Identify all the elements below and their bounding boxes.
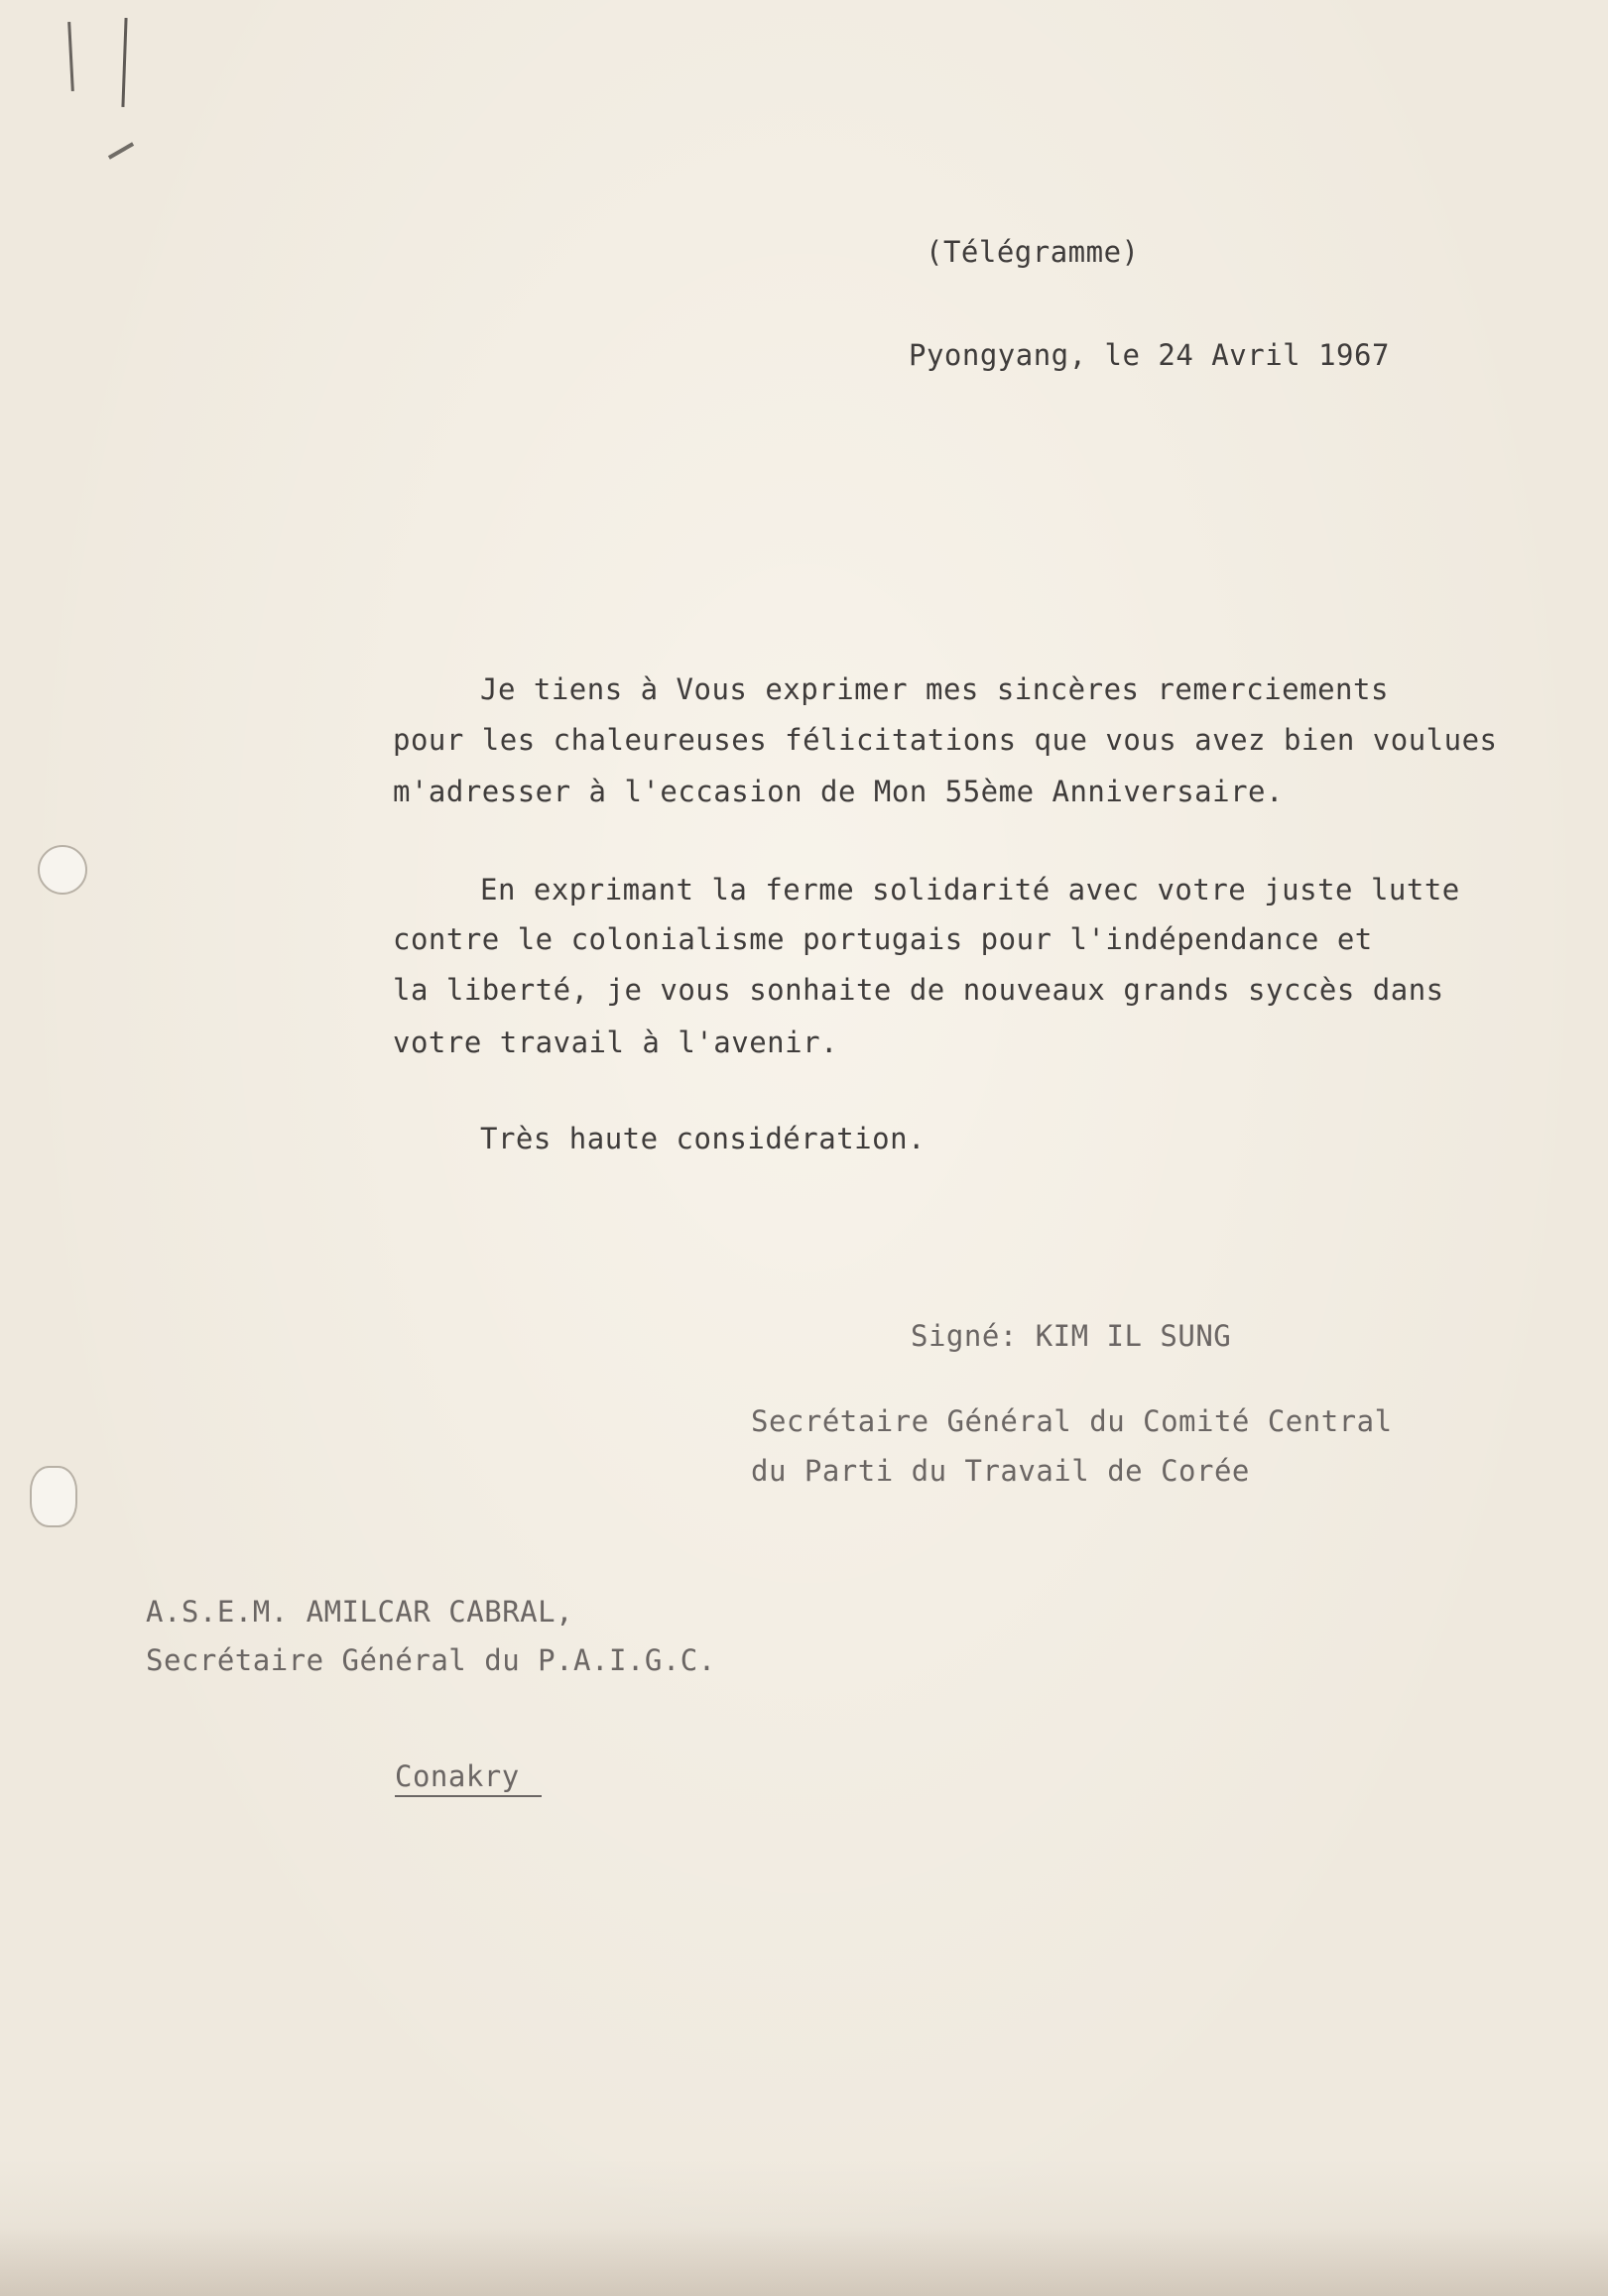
paragraph-2-line-1: En exprimant la ferme solidarité avec votre juste lutte [480,873,1460,906]
telegram-label: (Télégramme) [926,235,1140,269]
bottom-edge-stain [0,2227,1608,2296]
paragraph-2-line-4: votre travail à l'avenir. [393,1026,838,1059]
ink-mark-top-left-2 [121,18,127,107]
signatory-title-line-2: du Parti du Travail de Corée [751,1454,1250,1488]
ink-mark-top-left-1 [67,22,74,91]
addressee-line-2: Secrétaire Général du P.A.I.G.C. [146,1643,716,1677]
signature-line: Signé: KIM IL SUNG [911,1319,1232,1353]
ink-mark-top-left-3 [108,142,134,159]
paragraph-2-line-2: contre le colonialisme portugais pour l'indépendance et [393,922,1373,956]
punch-hole-bottom [30,1466,77,1527]
paragraph-2-line-3: la liberté, je vous sonhaite de nouveaux grands syccès dans [393,973,1444,1007]
closing-line: Très haute considération. [480,1122,926,1155]
signatory-title-line-1: Secrétaire Général du Comité Central [751,1404,1393,1438]
paragraph-1-line-3: m'adresser à l'eccasion de Mon 55ème Anniversaire. [393,775,1284,808]
addressee-city: Conakry [395,1759,520,1793]
addressee-line-1: A.S.E.M. AMILCAR CABRAL, [146,1595,574,1629]
city-underline [395,1795,542,1797]
paragraph-1-line-1: Je tiens à Vous exprimer mes sincères remerciements [480,672,1389,706]
paragraph-1-line-2: pour les chaleureuses félicitations que vous avez bien voulues [393,723,1498,757]
place-date: Pyongyang, le 24 Avril 1967 [909,338,1390,372]
punch-hole-top [38,845,87,895]
